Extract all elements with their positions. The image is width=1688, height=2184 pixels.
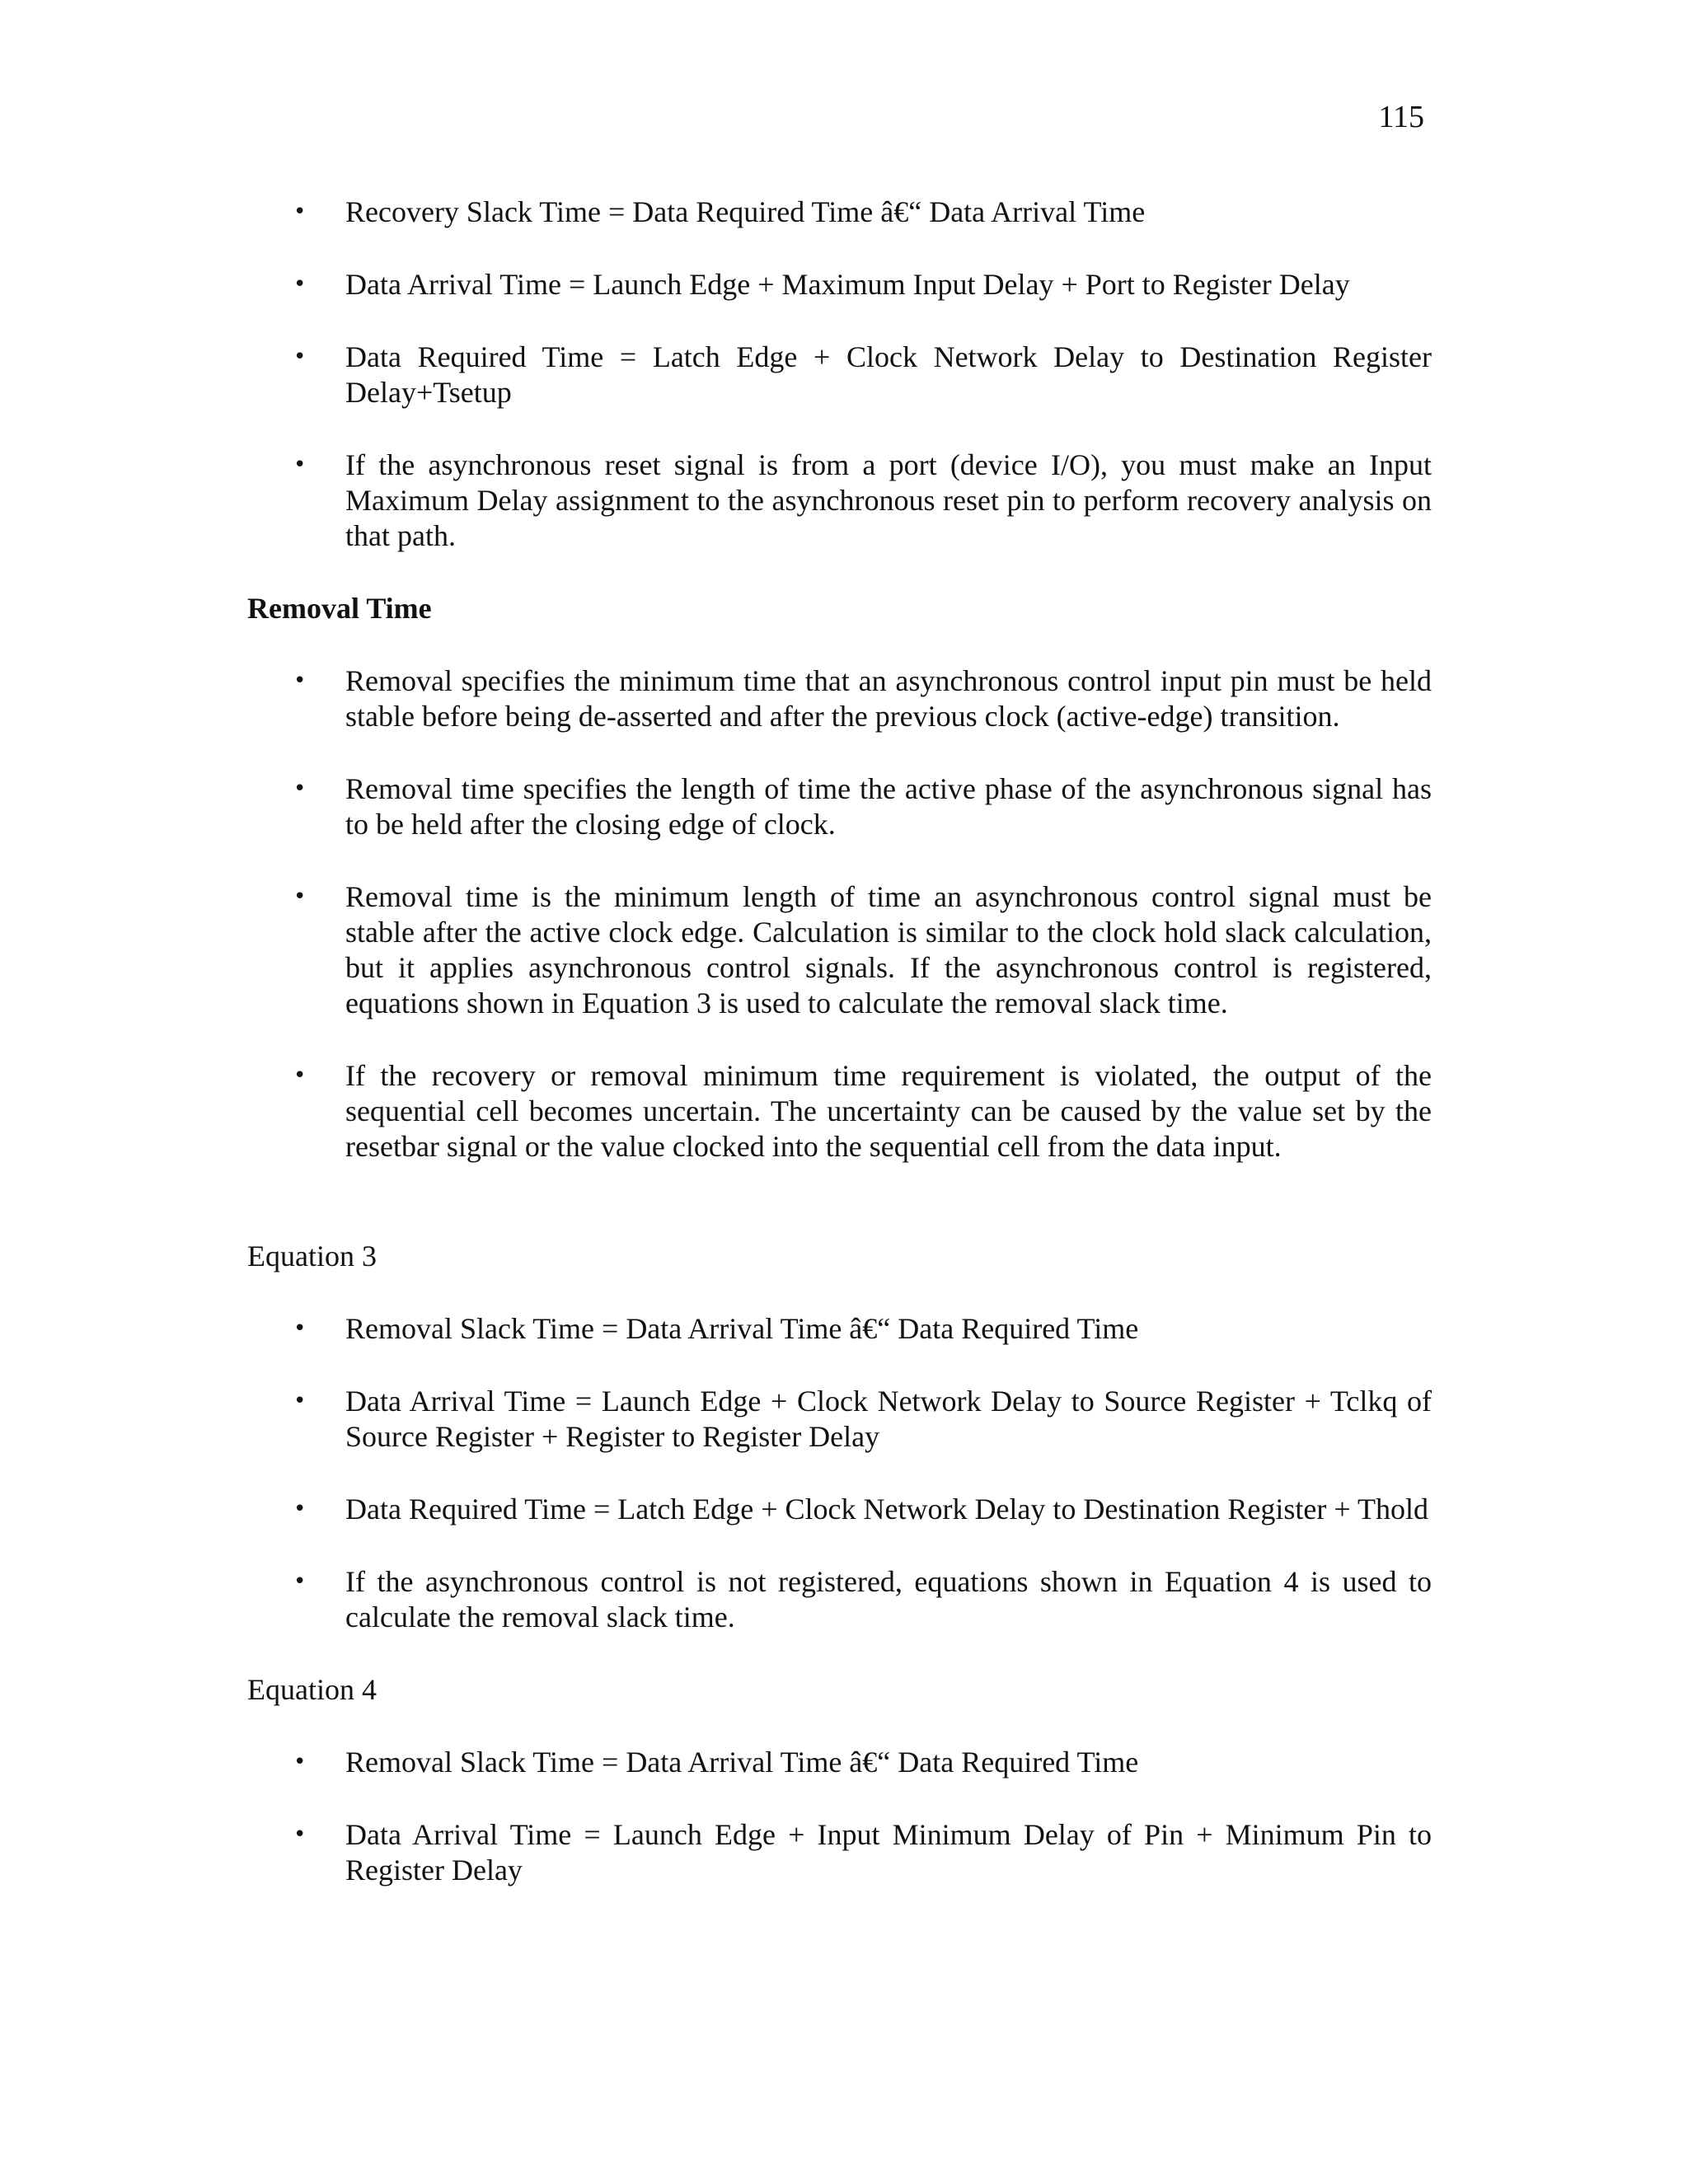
list-item xyxy=(247,1311,1432,1347)
equation-3-label: Equation 3 xyxy=(247,1240,377,1272)
list-item-text: Removal Slack Time = Data Arrival Time â€“ Data Required Time xyxy=(345,1746,1139,1779)
list-item xyxy=(247,1384,1432,1455)
list-item-text: If the asynchronous control is not registered, equations shown in Equation 4 is used to calculate the removal slack time. xyxy=(345,1565,1432,1633)
page-body xyxy=(247,194,1432,1888)
list-item xyxy=(247,1745,1432,1780)
bullet-icon: • xyxy=(293,1389,307,1413)
list-item-text: Removal specifies the minimum time that an asynchronous control input pin must be held stable before being de-asserted and after the previous clock (active-edge) transition. xyxy=(345,664,1432,733)
equation-4-list xyxy=(247,1745,1432,1888)
bullet-icon: • xyxy=(293,668,307,693)
list-item xyxy=(247,879,1432,1021)
list-item xyxy=(247,663,1432,734)
list-item xyxy=(247,1564,1432,1635)
list-item-text: Data Arrival Time = Launch Edge + Input Minimum Delay of Pin + Minimum Pin to Register Delay xyxy=(345,1818,1432,1886)
list-item-text: If the asynchronous reset signal is from a port (device I/O), you must make an Input Maximum Delay assignment to the asynchronous reset pin to perform recovery analysis on that path. xyxy=(345,448,1432,552)
list-item-text: Data Required Time = Latch Edge + Clock Network Delay to Destination Register Delay+Tsetup xyxy=(345,340,1432,409)
list-item-text: If the recovery or removal minimum time requirement is violated, the output of the sequential cell becomes uncertain. The uncertainty can be caused by the value set by the resetbar signal or the value clocked into the sequential cell from the data input. xyxy=(345,1059,1432,1163)
list-item-text: Recovery Slack Time = Data Required Time â€“ Data Arrival Time xyxy=(345,195,1146,228)
bullet-icon: • xyxy=(293,344,307,369)
bullet-icon: • xyxy=(293,1822,307,1847)
list-item-text: Data Arrival Time = Launch Edge + Clock Network Delay to Source Register + Tclkq of Source Register + Register to Register Delay xyxy=(345,1385,1432,1453)
list-item xyxy=(247,1817,1432,1888)
list-item-text: Data Required Time = Latch Edge + Clock Network Delay to Destination Register + Thold xyxy=(345,1493,1428,1526)
list-item-text: Removal time specifies the length of time the active phase of the asynchronous signal has to be held after the closing edge of clock. xyxy=(345,772,1432,841)
list-item xyxy=(247,267,1432,302)
bullet-icon: • xyxy=(293,272,307,297)
list-item xyxy=(247,1058,1432,1165)
list-item-text: Removal time is the minimum length of time an asynchronous control signal must be stable after the active clock edge. Calculation is similar to the clock hold slack calculation, but it applies asynchronous control signals. If the asynchronous control is registered, equations shown in Equation 3 is used to calculate the removal slack time. xyxy=(345,880,1432,1019)
bullet-icon: • xyxy=(293,1569,307,1594)
list-item xyxy=(247,1492,1432,1527)
bullet-icon: • xyxy=(293,452,307,477)
list-item-text: Removal Slack Time = Data Arrival Time â€“ Data Required Time xyxy=(345,1312,1139,1345)
bullet-icon: • xyxy=(293,884,307,909)
bullet-icon: • xyxy=(293,1497,307,1521)
list-item xyxy=(247,194,1432,230)
page-number: 115 xyxy=(1378,100,1424,134)
list-item xyxy=(247,448,1432,554)
list-item xyxy=(247,771,1432,842)
bullet-icon: • xyxy=(293,199,307,224)
equation-3-list xyxy=(247,1311,1432,1635)
bullet-icon: • xyxy=(293,1063,307,1088)
recovery-equation-list xyxy=(247,194,1432,554)
removal-time-heading: Removal Time xyxy=(247,592,432,625)
list-item xyxy=(247,340,1432,410)
list-item-text: Data Arrival Time = Launch Edge + Maximum Input Delay + Port to Register Delay xyxy=(345,268,1350,301)
bullet-icon: • xyxy=(293,776,307,801)
bullet-icon: • xyxy=(293,1750,307,1774)
removal-time-list xyxy=(247,663,1432,1165)
equation-4-label: Equation 4 xyxy=(247,1673,377,1706)
bullet-icon: • xyxy=(293,1316,307,1341)
